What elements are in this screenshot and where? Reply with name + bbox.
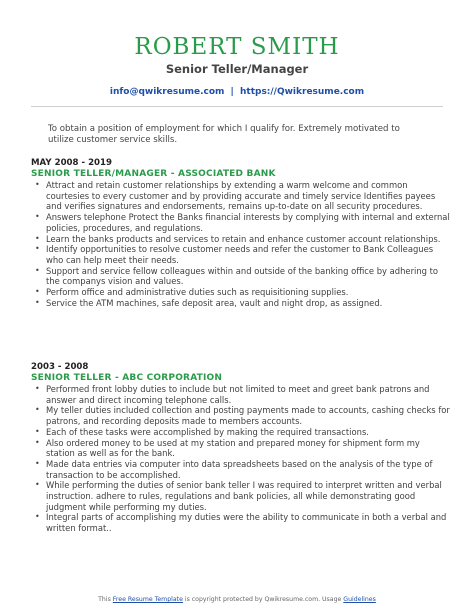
job-dates: MAY 2008 - 2019 — [31, 158, 112, 168]
job-entry-1 — [31, 158, 451, 308]
bullet-icon: • — [35, 437, 40, 447]
job-bullets — [31, 180, 451, 308]
candidate-title: Senior Teller/Manager — [165, 62, 309, 76]
bullet-text: Learn the banks products and services to retain and enhance customer account relationships. — [46, 233, 441, 244]
job-role: SENIOR TELLER - ABC CORPORATION — [31, 373, 223, 383]
job-bullets — [31, 384, 451, 534]
contact-line — [0, 86, 474, 98]
list-item — [31, 298, 451, 309]
template-link[interactable]: Free Resume Template — [112, 596, 183, 603]
list-item — [31, 180, 451, 212]
header-divider — [31, 106, 443, 107]
bullet-text: Performed front lobby duties to include but not limited to meet and greet bank patrons and answer and direct incoming telephone calls. — [46, 384, 430, 405]
bullet-icon: • — [35, 405, 40, 415]
bullet-icon: • — [35, 426, 40, 436]
guidelines-link[interactable]: Guidelines — [343, 596, 376, 603]
bullet-icon: • — [35, 384, 40, 393]
bullet-text: Identify opportunities to resolve customer needs and refer the customer to Bank Colleagues who can help meet their needs. — [46, 244, 434, 265]
list-item — [31, 234, 451, 245]
bullet-text: While performing the duties of senior bank teller I was required to interpret written and verbal instruction. adhere to rules, regulations and bank policies, all while demonstrating good judgment while performing my duties. — [46, 480, 442, 512]
job-role: SENIOR TELLER/MANAGER - ASSOCIATED BANK — [31, 169, 276, 179]
job-entry-2 — [31, 362, 451, 534]
bullet-text: Made data entries via computer into data spreadsheets based on the analysis of the type of transaction to be accomplished. — [46, 458, 433, 480]
candidate-name: ROBERT SMITH — [134, 34, 340, 60]
bullet-icon: • — [35, 458, 40, 468]
list-item — [31, 438, 451, 459]
list-item — [31, 287, 451, 298]
bullet-text: My teller duties included collection and posting payments made to accounts, cashing checks for patrons, and recording deposits made to members accounts. — [46, 405, 450, 427]
bullet-text: Attract and retain customer relationships by extending a warm welcome and common courtesies to every customer and by providing accurate and timely service Identifies payees and verifies signatures and endorsements, remains up-to-date on all security procedures. — [46, 180, 436, 212]
list-item — [31, 384, 451, 405]
bullet-icon: • — [35, 265, 40, 275]
list-item — [31, 244, 451, 265]
bullet-icon: • — [35, 512, 40, 522]
list-item — [31, 480, 451, 512]
list-item — [31, 427, 451, 438]
bullet-text: Answers telephone Protect the Banks financial interests by complying with internal and external policies, procedures, and regulations. — [46, 212, 450, 233]
objective-text: To obtain a position of employment for which I qualify for. Extremely motivated to utilize customer service skills. — [48, 124, 400, 145]
contact-separator: | — [230, 87, 234, 97]
job-dates: 2003 - 2008 — [31, 362, 89, 372]
footer-prefix: This — [98, 596, 111, 603]
footer-note — [0, 596, 474, 604]
list-item — [31, 405, 451, 426]
bullet-text: Also ordered money to be used at my station and prepared money for shipment form my station as well as for the bank. — [46, 437, 420, 459]
bullet-icon: • — [35, 480, 40, 490]
bullet-icon: • — [35, 297, 40, 307]
list-item — [31, 212, 451, 233]
list-item — [31, 266, 451, 287]
bullet-text: Each of these tasks were accomplished by making the required transactions. — [46, 426, 369, 437]
bullet-icon: • — [35, 233, 40, 243]
list-item — [31, 512, 451, 533]
bullet-text: Perform office and administrative duties such as requisitioning supplies. — [46, 287, 349, 298]
bullet-text: Integral parts of accomplishing my duties were the ability to communicate in both a verbal and written format.. — [46, 512, 447, 534]
bullet-icon: • — [35, 180, 40, 189]
bullet-icon: • — [35, 287, 40, 297]
website-link[interactable]: https://Qwikresume.com — [239, 87, 365, 97]
email-link[interactable]: info@qwikresume.com — [109, 87, 225, 97]
bullet-icon: • — [35, 212, 40, 222]
bullet-text: Service the ATM machines, safe deposit area, vault and night drop, as assigned. — [46, 297, 383, 308]
bullet-text: Support and service fellow colleagues within and outside of the banking office by adhering to the companys vision and values. — [46, 265, 439, 287]
list-item — [31, 459, 451, 480]
footer-middle: is copyright protected by Qwikresume.com. Usage — [184, 596, 342, 603]
bullet-icon: • — [35, 244, 40, 254]
